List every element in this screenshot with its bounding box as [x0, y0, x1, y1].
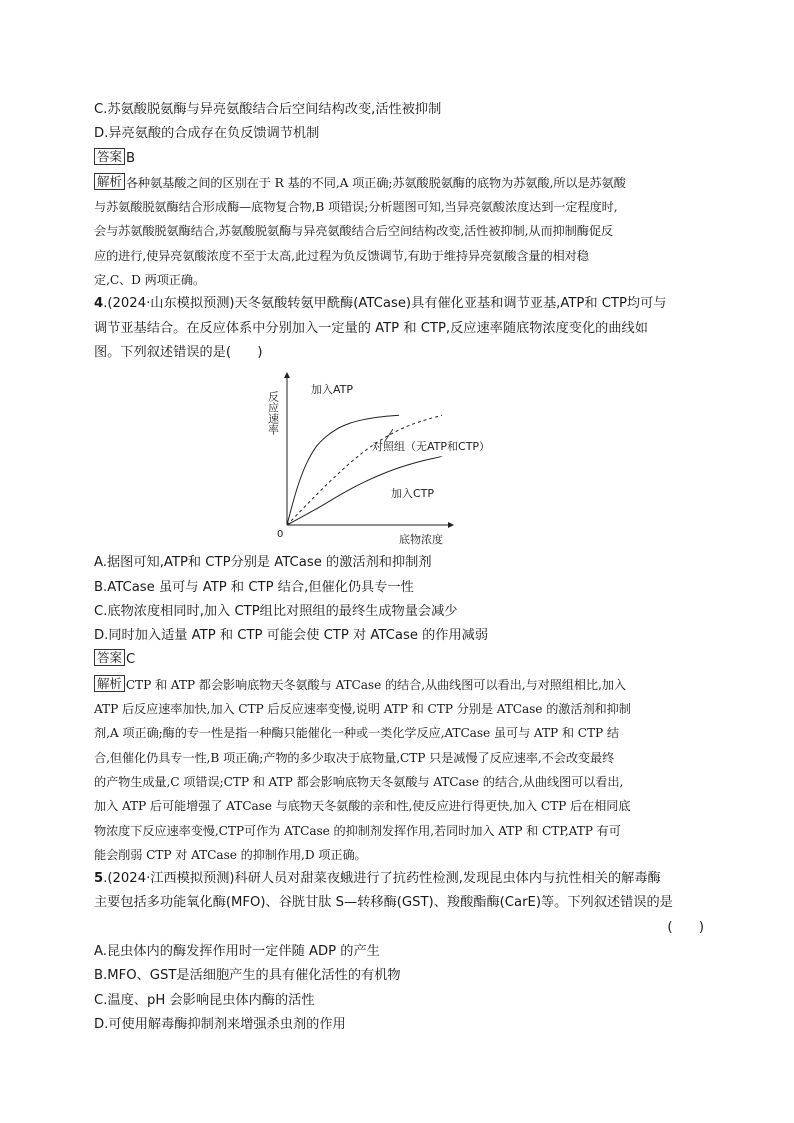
- q5-option-c: C.温度、pH 会影响昆虫体内酶的活性: [94, 992, 315, 1008]
- answer-tag: 答案: [94, 148, 125, 165]
- q5-option-d: D.可使用解毒酶抑制剂来增强杀虫剂的作用: [94, 1016, 346, 1032]
- q3-option-d: D.异亮氨酸的合成存在负反馈调节机制: [94, 126, 320, 142]
- answer-value: B: [126, 150, 136, 166]
- q4-stem-line: 调节亚基结合。在反应体系中分别加入一定量的 ATP 和 CTP,反应速率随底物浓度变化的曲线如: [94, 320, 648, 336]
- page-content: [94, 98, 704, 1037]
- question-number: 5: [94, 871, 104, 887]
- reaction-rate-chart: [266, 365, 535, 551]
- q3-explanation-line: 定,C、D 两项正确。: [94, 273, 206, 288]
- q5-answer-blank-line: [94, 916, 704, 940]
- q4-explanation-line: ATP 后反应速率加快,加入 CTP 后反应速率变慢,说明 ATP 和 CTP 分别是 ATCase 的激活剂和抑制: [94, 702, 631, 717]
- explanation-tag: 解析: [94, 173, 125, 190]
- answer-value: C: [126, 652, 136, 668]
- q4-explanation-line: 加入 ATP 后可能增强了 ATCase 与底物天冬氨酸的亲和性,使反应进行得更快,加入 CTP 后在相同底: [94, 799, 631, 814]
- series-label-1: 对照组（无ATP和CTP）: [372, 440, 491, 454]
- answer-tag: 答案: [94, 649, 125, 666]
- q4-figure: [94, 365, 704, 551]
- q4-explanation-line: 物浓度下反应速率变慢,CTP可作为 ATCase 的抑制剂发挥作用,若同时加入 ATP 和 CTP,ATP 有可: [94, 823, 621, 838]
- question-number: 4: [94, 296, 104, 312]
- series-label-0: 加入ATP: [311, 383, 354, 397]
- series-line-1: [287, 416, 442, 526]
- q3-explanation-line: 解析 各种氨基酸之间的区别在于 R 基的不同,A 项正确;苏氨酸脱氨酶的底物为苏氨酸,所以是苏氨酸: [94, 171, 704, 195]
- x-axis-label: 底物浓度: [399, 533, 443, 547]
- q4-answer: [94, 648, 704, 672]
- q5-option-a: A.昆虫体内的酶发挥作用时一定伴随 ADP 的产生: [94, 944, 380, 960]
- q3-answer: [94, 147, 704, 171]
- origin-label: 0: [277, 529, 284, 541]
- q5-stem-line: 主要包括多功能氧化酶(MFO)、谷胱甘肽 S—转移酶(GST)、羧酸酯酶(CarE)等。下列叙述错误的是: [94, 895, 673, 911]
- q3-explanation-line: 应的进行,使异亮氨酸浓度不至于太高,此过程为负反馈调节,有助于维持异亮氨酸含量的相对稳: [94, 248, 589, 263]
- q4-explanation-line: 能会削弱 CTP 对 ATCase 的抑制作用,D 项正确。: [94, 847, 367, 862]
- q4-stem-line: 4.(2024·山东模拟预测)天冬氨酸转氨甲酰酶(ATCase)具有催化亚基和调节亚基,ATP和 CTP均可与: [94, 296, 667, 312]
- q3-explanation-line: 与苏氨酸脱氨酶结合形成酶—底物复合物,B 项错误;分析题图可知,当异亮氨酸浓度达到一定程度时,: [94, 200, 618, 215]
- q5-stem-line: 5.(2024·江西模拟预测)科研人员对甜菜夜蛾进行了抗药性检测,发现昆虫体内与抗性相关的解毒酶: [94, 871, 661, 887]
- q4-explanation-line: 解析 CTP 和 ATP 都会影响底物天冬氨酸与 ATCase 的结合,从曲线图可以看出,与对照组相比,加入: [94, 673, 704, 697]
- q4-explanation-line: 合,但催化仍具专一性,B 项正确;产物的多少取决于底物量,CTP 只是减慢了反应速率,不会改变最终: [94, 750, 615, 765]
- q4-option-c: C.底物浓度相同时,加入 CTP组比对照组的最终生成物量会减少: [94, 603, 458, 619]
- q4-explanation-line: 的产物生成量,C 项错误;CTP 和 ATP 都会影响底物天冬氨酸与 ATCase 的结合,从曲线图可以看出,: [94, 774, 624, 789]
- q4-option-a: A.据图可知,ATP和 CTP分别是 ATCase 的激活剂和抑制剂: [94, 555, 432, 571]
- series-line-0: [287, 416, 399, 526]
- q5-option-b: B.MFO、GST是活细胞产生的具有催化活性的有机物: [94, 968, 401, 984]
- series-label-2: 加入CTP: [391, 487, 435, 501]
- q4-option-d: D.同时加入适量 ATP 和 CTP 可能会使 CTP 对 ATCase 的作用减弱: [94, 628, 489, 644]
- q4-explanation-line: 剂,A 项正确;酶的专一性是指一种酶只能催化一种或一类化学反应,ATCase 虽可与 ATP 和 CTP 结: [94, 726, 619, 741]
- q3-option-c: C.苏氨酸脱氨酶与异亮氨酸结合后空间结构改变,活性被抑制: [94, 102, 442, 117]
- q3-explanation-line: 会与苏氨酸脱氨酶结合,苏氨酸脱氨酶与异亮氨酸结合后空间结构改变,活性被抑制,从而抑制酶促反: [94, 224, 613, 239]
- q4-option-b: B.ATCase 虽可与 ATP 和 CTP 结合,但催化仍具专一性: [94, 579, 414, 595]
- explanation-tag: 解析: [94, 675, 125, 692]
- answer-blank: ( ): [667, 919, 704, 935]
- y-axis-label: 反应速率: [266, 391, 280, 436]
- q4-stem-line: 图。下列叙述错误的是( ): [94, 344, 263, 360]
